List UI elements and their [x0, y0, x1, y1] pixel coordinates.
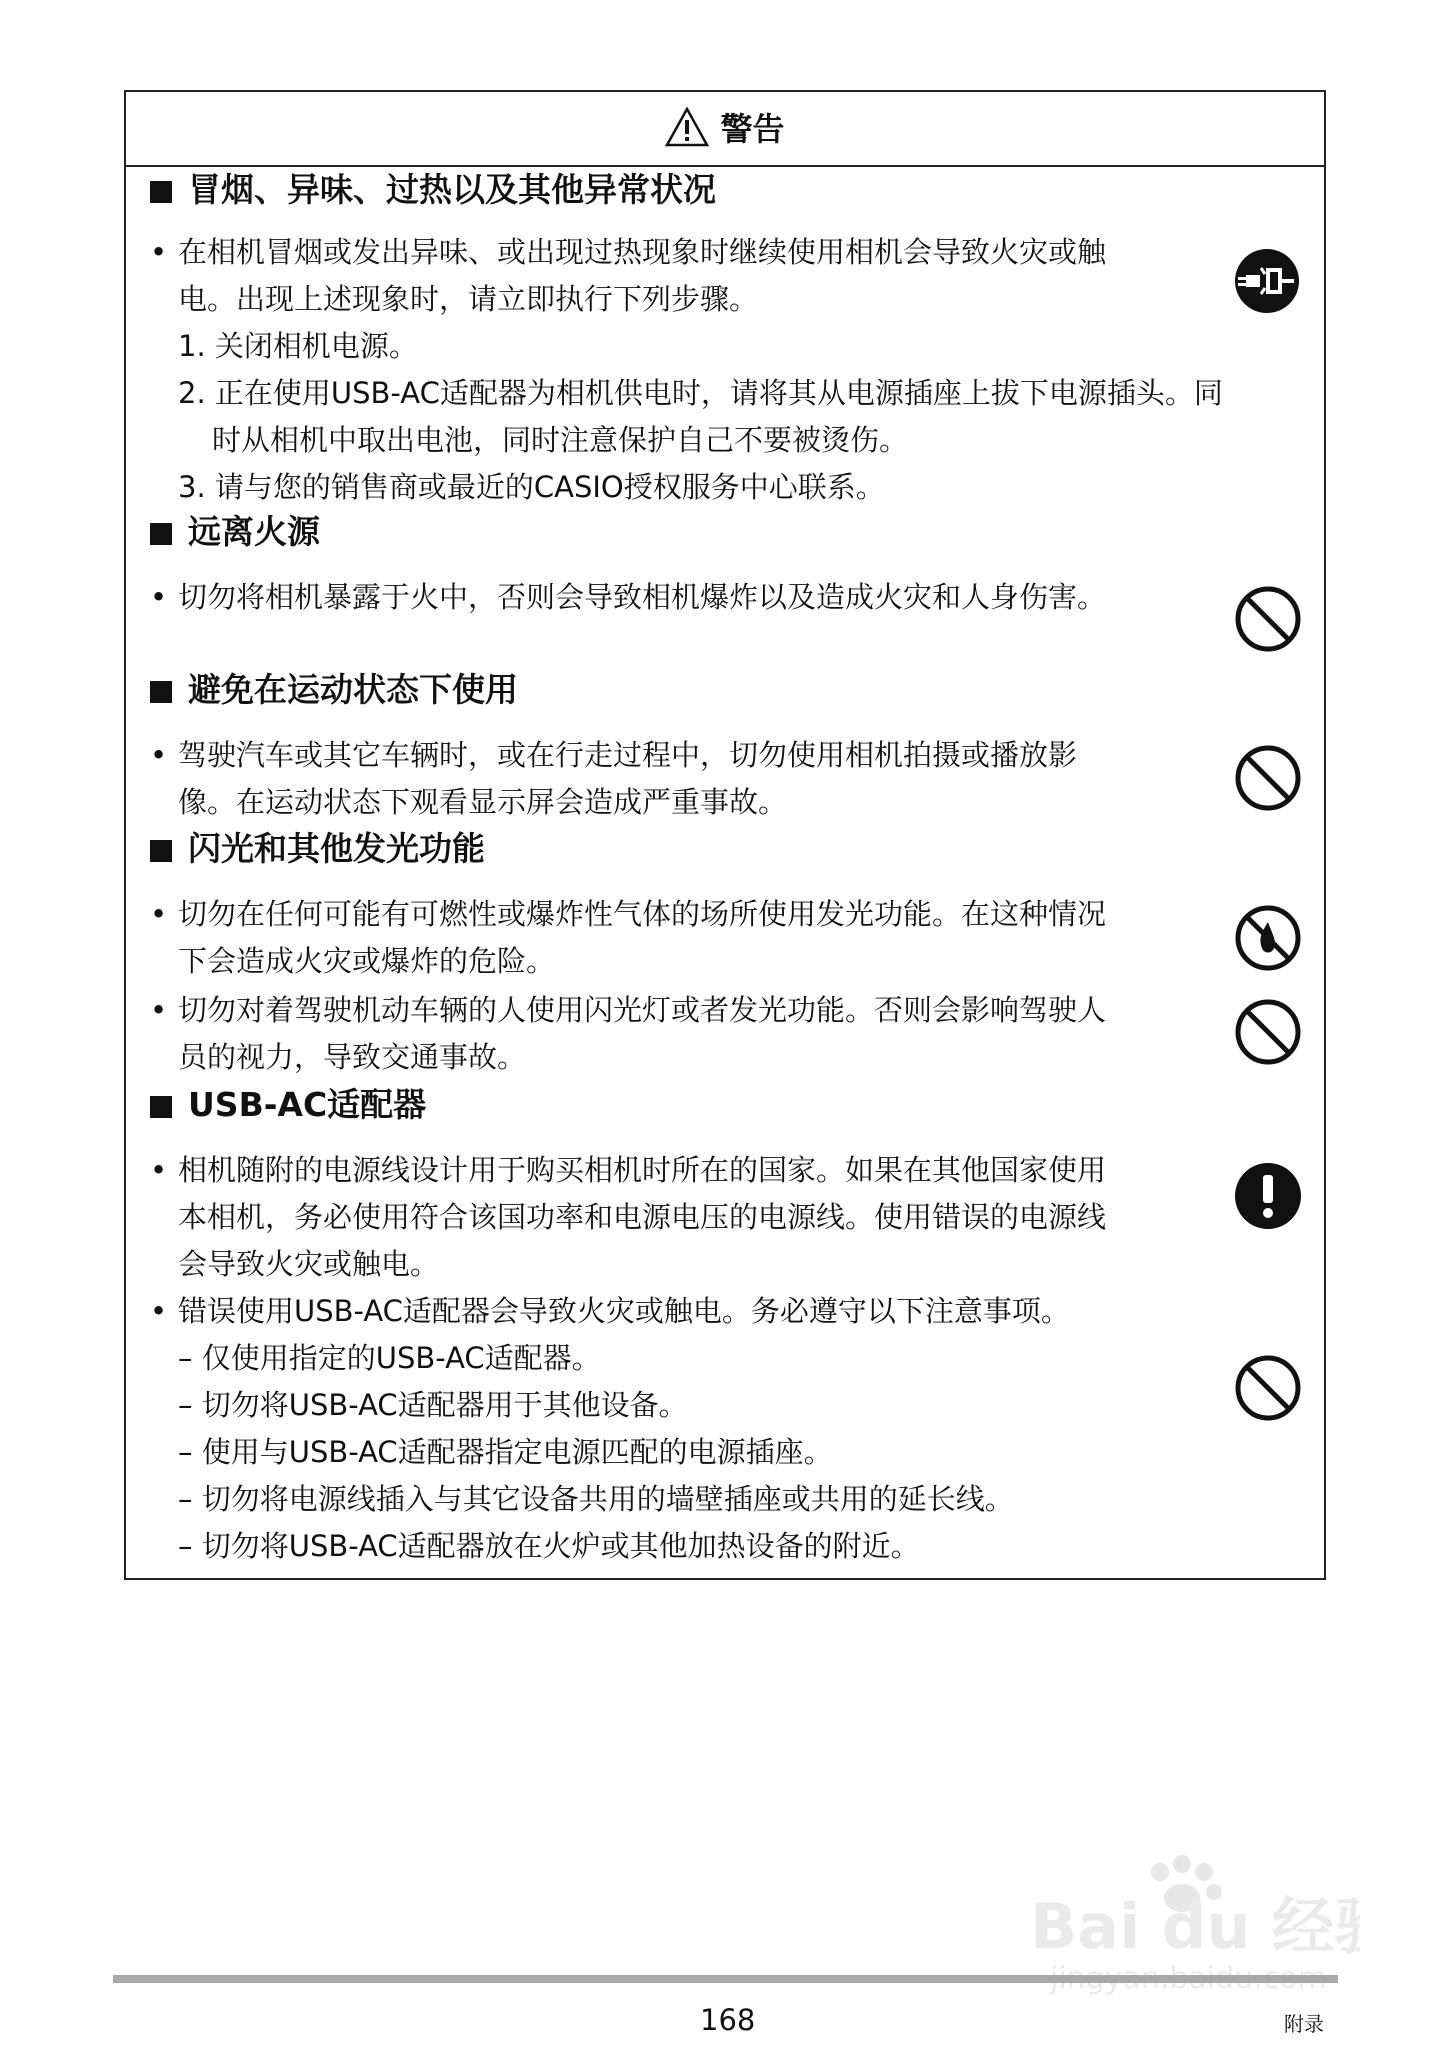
section-title-flash: 闪光和其他发光功能 — [150, 829, 485, 869]
text-line: – 使用与USB-AC适配器指定电源匹配的电源插座。 — [178, 1435, 833, 1469]
warning-title: 警告 — [720, 110, 785, 148]
bullet-dot: • — [150, 580, 168, 614]
text-line: 本相机，务必使用符合该国功率和电源电压的电源线。使用错误的电源线 — [178, 1200, 1107, 1234]
text-line: 切勿将相机暴露于火中，否则会导致相机爆炸以及造成火灾和人身伤害。 — [178, 580, 1107, 614]
page-label: 附录 — [1284, 2012, 1324, 2036]
square-bullet-icon — [150, 181, 172, 203]
text-line: 时从相机中取出电池，同时注意保护自己不要被烫伤。 — [212, 423, 909, 457]
warning-header — [126, 92, 1324, 167]
section-title-abnormal: 冒烟、异味、过热以及其他异常状况 — [150, 170, 716, 210]
square-bullet-icon — [150, 523, 172, 545]
prohibited-icon — [1234, 998, 1302, 1066]
bullet-dot: • — [150, 897, 168, 931]
square-bullet-icon — [150, 840, 172, 862]
section-title-motion: 避免在运动状态下使用 — [150, 670, 518, 710]
warning-box — [124, 90, 1326, 1580]
square-bullet-icon — [150, 1096, 172, 1118]
text-line: 像。在运动状态下观看显示屏会造成严重事故。 — [178, 785, 788, 819]
prohibited-icon — [1234, 744, 1302, 812]
page-number: 168 — [700, 2003, 756, 2037]
text-line: – 仅使用指定的USB-AC适配器。 — [178, 1341, 601, 1375]
prohibited-icon — [1234, 585, 1302, 653]
prohibited-icon — [1234, 1354, 1302, 1422]
text-line: 电。出现上述现象时，请立即执行下列步骤。 — [178, 282, 759, 316]
text-line: – 切勿将USB-AC适配器放在火炉或其他加热设备的附近。 — [178, 1529, 920, 1563]
text-line: – 切勿将电源线插入与其它设备共用的墙壁插座或共用的延长线。 — [178, 1482, 1014, 1516]
mandatory-icon — [1234, 1162, 1302, 1230]
text-line: 下会造成火灾或爆炸的危险。 — [178, 944, 556, 978]
unplug-icon — [1234, 248, 1300, 314]
text-line: 1. 关闭相机电源。 — [178, 329, 418, 363]
text-line: 在相机冒烟或发出异味、或出现过热现象时继续使用相机会导致火灾或触 — [178, 235, 1107, 269]
bullet-dot: • — [150, 1294, 168, 1328]
no-fire-icon — [1234, 904, 1302, 972]
text-line: 切勿对着驾驶机动车辆的人使用闪光灯或者发光功能。否则会影响驾驶人 — [178, 993, 1107, 1027]
text-line: 员的视力，导致交通事故。 — [178, 1040, 527, 1074]
text-line: 3. 请与您的销售商或最近的CASIO授权服务中心联系。 — [178, 470, 885, 504]
text-line: 驾驶汽车或其它车辆时，或在行走过程中，切勿使用相机拍摄或播放影 — [178, 738, 1078, 772]
bullet-dot: • — [150, 993, 168, 1027]
warning-triangle-icon — [665, 107, 709, 147]
text-line: 切勿在任何可能有可燃性或爆炸性气体的场所使用发光功能。在这种情况 — [178, 897, 1107, 931]
section-title-fire: 远离火源 — [150, 512, 320, 552]
bullet-dot: • — [150, 235, 168, 269]
bullet-dot: • — [150, 1153, 168, 1187]
text-line: – 切勿将USB-AC适配器用于其他设备。 — [178, 1388, 688, 1422]
text-line: 相机随附的电源线设计用于购买相机时所在的国家。如果在其他国家使用 — [178, 1153, 1107, 1187]
square-bullet-icon — [150, 681, 172, 703]
text-line: 2. 正在使用USB-AC适配器为相机供电时，请将其从电源插座上拔下电源插头。同 — [178, 376, 1223, 410]
section-title-adapter: USB-AC适配器 — [150, 1085, 426, 1125]
bullet-dot: • — [150, 738, 168, 772]
watermark-brand: Bai du 经验 — [1030, 1890, 1360, 1963]
text-line: 会导致火灾或触电。 — [178, 1247, 440, 1281]
footer-rule — [113, 1975, 1338, 1983]
text-line: 错误使用USB-AC适配器会导致火灾或触电。务必遵守以下注意事项。 — [178, 1294, 1070, 1328]
